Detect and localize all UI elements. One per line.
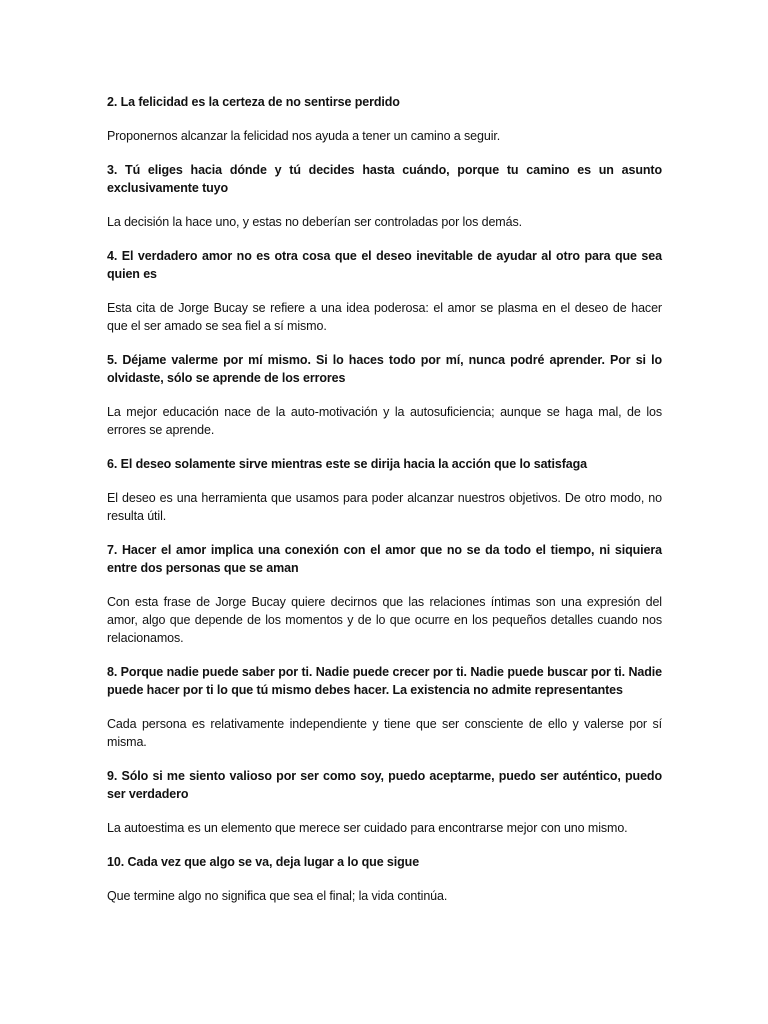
quote-explanation: Esta cita de Jorge Bucay se refiere a una idea poderosa: el amor se plasma en el deseo de hacer que el ser amado se sea fiel a sí mismo. <box>107 301 662 333</box>
quote-explanation: La autoestima es un elemento que merece ser cuidado para encontrarse mejor con uno mismo. <box>107 821 628 835</box>
quote-item-10 <box>107 853 662 905</box>
quote-heading: 6. El deseo solamente sirve mientras este se dirija hacia la acción que lo satisfaga <box>107 457 588 471</box>
quote-heading: 7. Hacer el amor implica una conexión con el amor que no se da todo el tiempo, ni siquiera entre dos personas que se aman <box>107 543 662 575</box>
quote-explanation: Que termine algo no significa que sea el final; la vida continúa. <box>107 889 448 903</box>
quote-item-9 <box>107 767 662 837</box>
quote-explanation: Proponernos alcanzar la felicidad nos ayuda a tener un camino a seguir. <box>107 129 501 143</box>
quote-item-6 <box>107 455 662 525</box>
quote-heading: 5. Déjame valerme por mí mismo. Si lo haces todo por mí, nunca podré aprender. Por si lo olvidaste, sólo se aprende de los errores <box>107 353 662 385</box>
quote-item-7 <box>107 541 662 647</box>
quote-item-8 <box>107 663 662 751</box>
quote-item-3 <box>107 161 662 231</box>
quote-explanation: El deseo es una herramienta que usamos para poder alcanzar nuestros objetivos. De otro modo, no resulta útil. <box>107 491 662 523</box>
quote-explanation: Cada persona es relativamente independiente y tiene que ser consciente de ello y valerse por sí misma. <box>107 717 662 749</box>
quote-heading: 3. Tú eliges hacia dónde y tú decides hasta cuándo, porque tu camino es un asunto exclusivamente tuyo <box>107 163 662 195</box>
quote-item-2 <box>107 93 662 145</box>
quote-heading: 8. Porque nadie puede saber por ti. Nadie puede crecer por ti. Nadie puede buscar por ti. Nadie puede hacer por ti lo que tú mismo debes hacer. La existencia no admite representantes <box>107 665 662 697</box>
quote-heading: 4. El verdadero amor no es otra cosa que el deseo inevitable de ayudar al otro para que sea quien es <box>107 249 662 281</box>
quote-item-4 <box>107 247 662 335</box>
quote-explanation: Con esta frase de Jorge Bucay quiere decirnos que las relaciones íntimas son una expresión del amor, algo que depende de los momentos y de lo que ocurre en los pequeños detalles cuando nos relacionamos. <box>107 595 662 645</box>
quote-heading: 2. La felicidad es la certeza de no sentirse perdido <box>107 95 400 109</box>
quote-explanation: La decisión la hace uno, y estas no deberían ser controladas por los demás. <box>107 215 522 229</box>
quote-heading: 9. Sólo si me siento valioso por ser como soy, puedo aceptarme, puedo ser auténtico, puedo ser verdadero <box>107 769 662 801</box>
quote-heading: 10. Cada vez que algo se va, deja lugar a lo que sigue <box>107 855 420 869</box>
quote-item-5 <box>107 351 662 439</box>
quote-explanation: La mejor educación nace de la auto-motivación y la autosuficiencia; aunque se haga mal, de los errores se aprende. <box>107 405 662 437</box>
